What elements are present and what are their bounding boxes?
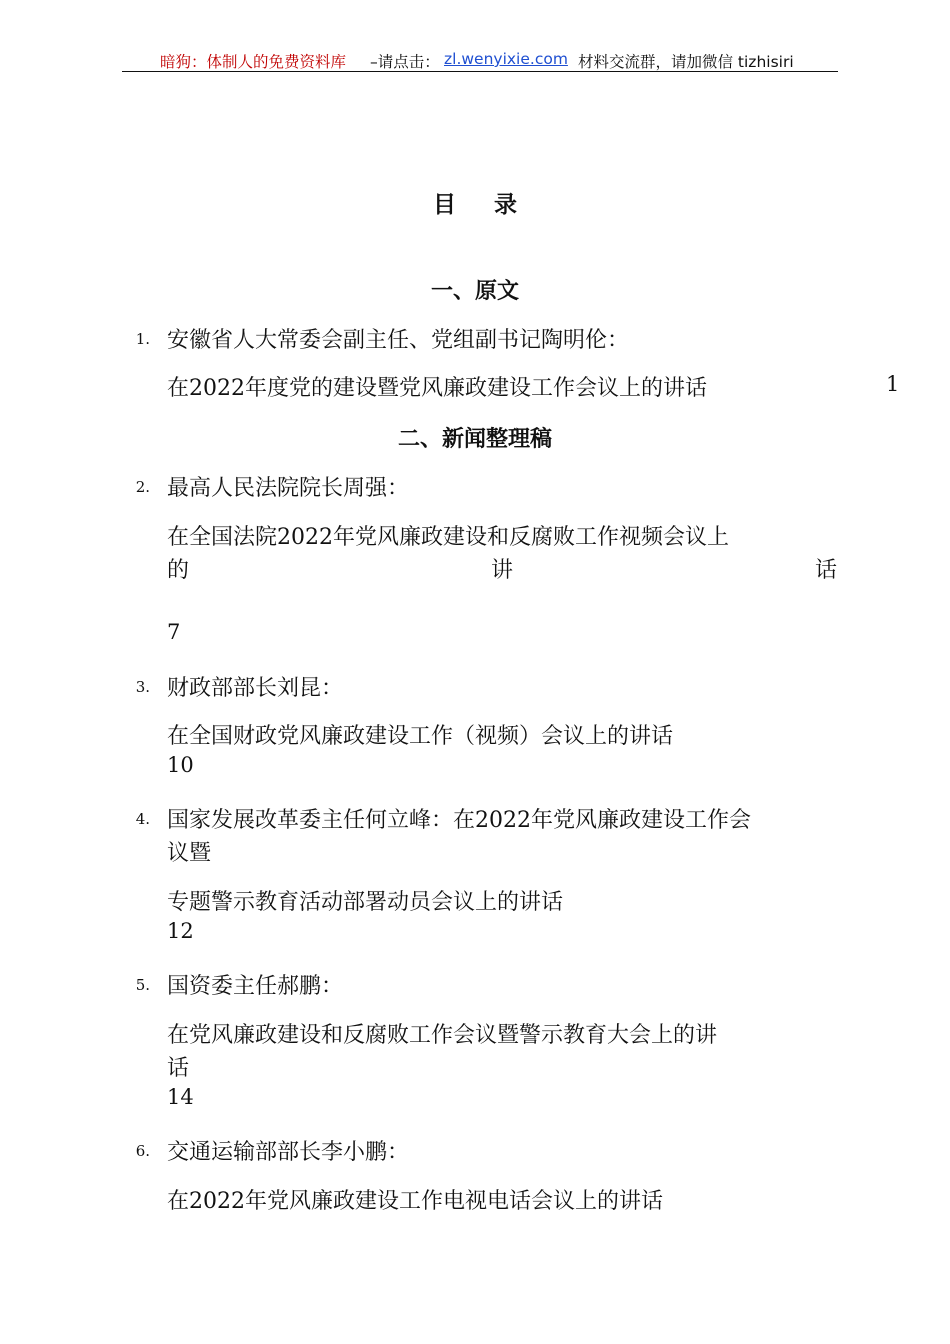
entry-speaker-cont: 议暨: [167, 841, 212, 866]
entry-speaker: 国资委主任郝鹏：: [167, 974, 344, 999]
entry-title: 在全国财政党风廉政建设工作（视频）会议上的讲话: [167, 724, 674, 749]
entry-page-number: 12: [167, 919, 194, 943]
tail-char: 讲: [490, 558, 513, 583]
section-heading-news: 二、新闻整理稿: [397, 426, 552, 452]
entry-title: 专题警示教育活动部署动员会议上的讲话: [167, 890, 564, 915]
entry-page-number: 14: [167, 1085, 194, 1109]
entry-page-number: 1: [886, 372, 900, 396]
entry-number: 5.: [135, 976, 150, 994]
entry-number: 6.: [135, 1142, 150, 1160]
tail-char: 话: [814, 558, 837, 583]
entry-speaker: 安徽省人大常委会副主任、党组副书记陶明伦：: [167, 328, 630, 353]
entry-title: 在2022年党风廉政建设工作电视电话会议上的讲话: [167, 1189, 663, 1214]
entry-speaker: 最高人民法院院长周强：: [167, 476, 410, 501]
header-link[interactable]: zl.wenyixie.com: [444, 50, 568, 68]
header-wechat: 材料交流群，请加微信 tizhisiri: [578, 53, 794, 71]
entry-number: 2.: [135, 478, 150, 496]
entry-title: 在党风廉政建设和反腐败工作会议暨警示教育大会上的讲: [167, 1023, 718, 1048]
header-divider: [122, 71, 838, 72]
tail-char: 的: [167, 558, 190, 583]
entry-page-number: 7: [167, 620, 181, 644]
entry-number: 1.: [135, 330, 150, 348]
watermark-header: [122, 50, 837, 72]
header-brand: 暗狗：体制人的免费资料库: [160, 53, 347, 71]
entry-title-justified-tail: [167, 553, 837, 584]
entry-title: 在全国法院2022年党风廉政建设和反腐败工作视频会议上: [167, 525, 729, 550]
section-heading-original: 一、原文: [430, 278, 519, 304]
entry-number: 3.: [135, 678, 150, 696]
entry-page-number: 10: [167, 753, 194, 777]
entry-title: 在2022年度党的建设暨党风廉政建设工作会议上的讲话: [167, 376, 707, 401]
entry-speaker: 交通运输部部长李小鹏：: [167, 1140, 410, 1165]
entry-speaker: 财政部部长刘昆：: [167, 676, 344, 701]
entry-title-cont: 话: [167, 1056, 190, 1081]
page-title: 目录: [433, 191, 555, 218]
entry-number: 4.: [135, 810, 150, 828]
entry-speaker: 国家发展改革委主任何立峰：在2022年党风廉政建设工作会: [167, 808, 751, 833]
header-prompt: –请点击：: [370, 53, 440, 71]
